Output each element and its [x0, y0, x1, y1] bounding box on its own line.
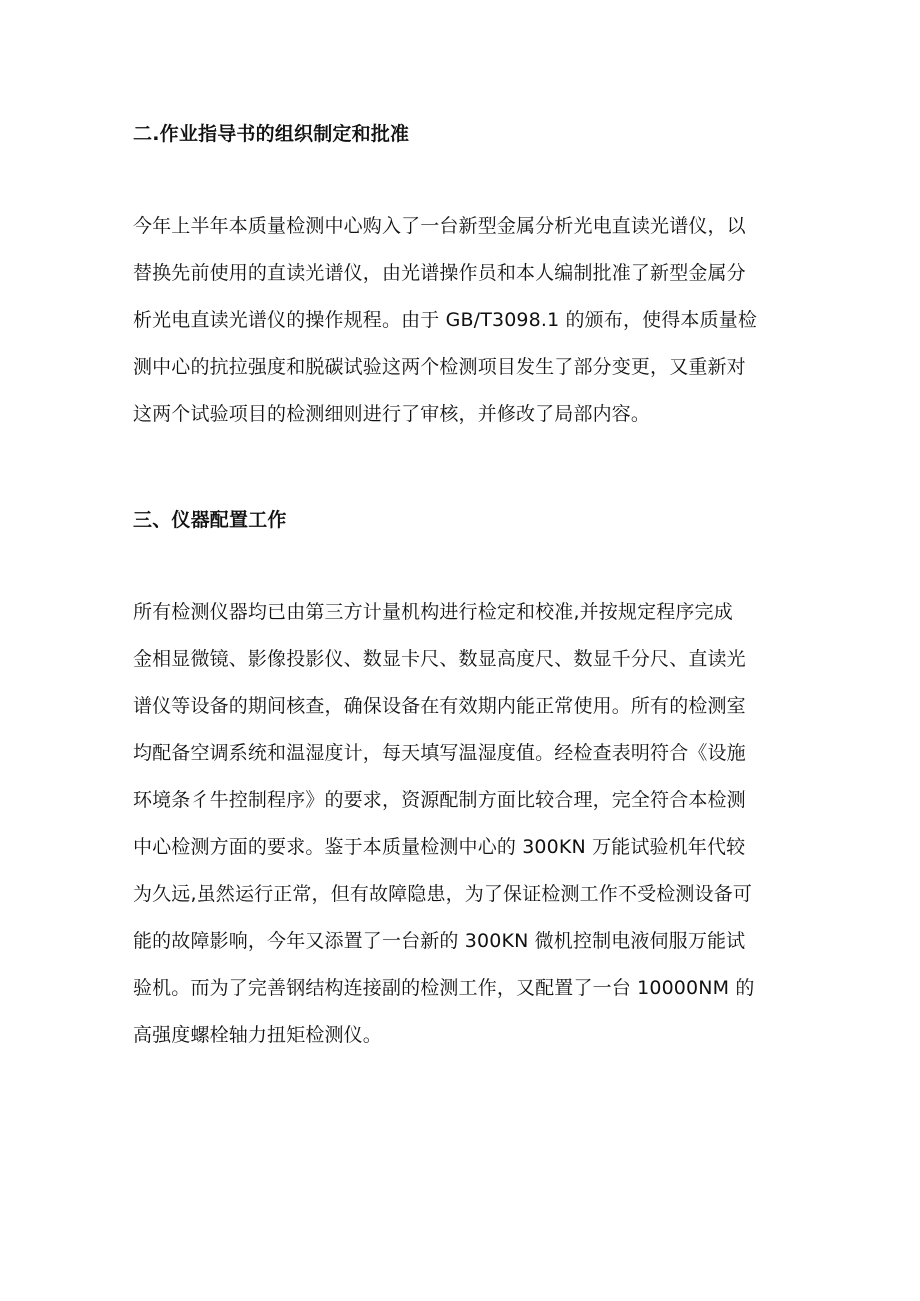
section-3-paragraph — [133, 589, 793, 1059]
paragraph-line: 测中心的抗拉强度和脱碳试验这两个检测项目发生了部分变更，又重新对 — [133, 356, 746, 378]
section-heading-2: 二.作业指导书的组织制定和批准 — [133, 123, 410, 145]
section-heading-3: 三、仪器配置工作 — [133, 509, 287, 531]
paragraph-line: 替换先前使用的直读光谱仪，由光谱操作员和本人编制批准了新型金属分 — [133, 262, 746, 284]
paragraph-line: 所有检测仪器均已由第三方计量机构进行检定和校准,并按规定程序完成 — [133, 601, 733, 623]
paragraph-line: 能的故障影响，今年又添置了一台新的 300KN 微机控制电液伺服万能试 — [133, 930, 746, 952]
section-2-paragraph — [133, 203, 793, 438]
paragraph-line: 中心检测方面的要求。鉴于本质量检测中心的 300KN 万能试验机年代较 — [133, 836, 746, 858]
paragraph-line: 谱仪等设备的期间核查，确保设备在有效期内能正常使用。所有的检测室 — [133, 695, 746, 717]
paragraph-line: 均配备空调系统和温湿度计，每天填写温湿度值。经检查表明符合《设施 — [133, 742, 746, 764]
paragraph-line: 析光电直读光谱仪的操作规程。由于 GB/T3098.1 的颁布，使得本质量检 — [133, 309, 758, 331]
paragraph-line: 高强度螺栓轴力扭矩检测仪。 — [133, 1024, 382, 1046]
paragraph-line: 金相显微镜、影像投影仪、数显卡尺、数显高度尺、数显千分尺、直读光 — [133, 648, 746, 670]
paragraph-line: 为久远,虽然运行正常，但有故障隐患，为了保证检测工作不受检测设备可 — [133, 883, 752, 905]
paragraph-line: 今年上半年本质量检测中心购入了一台新型金属分析光电直读光谱仪，以 — [133, 215, 746, 237]
paragraph-line: 验机。而为了完善钢结构连接副的检测工作，又配置了一台 10000NM 的 — [133, 977, 755, 999]
paragraph-line: 这两个试验项目的检测细则进行了审核，并修改了局部内容。 — [133, 403, 651, 425]
paragraph-line: 环境条彳牛控制程序》的要求，资源配制方面比较合理，完全符合本检测 — [133, 789, 746, 811]
